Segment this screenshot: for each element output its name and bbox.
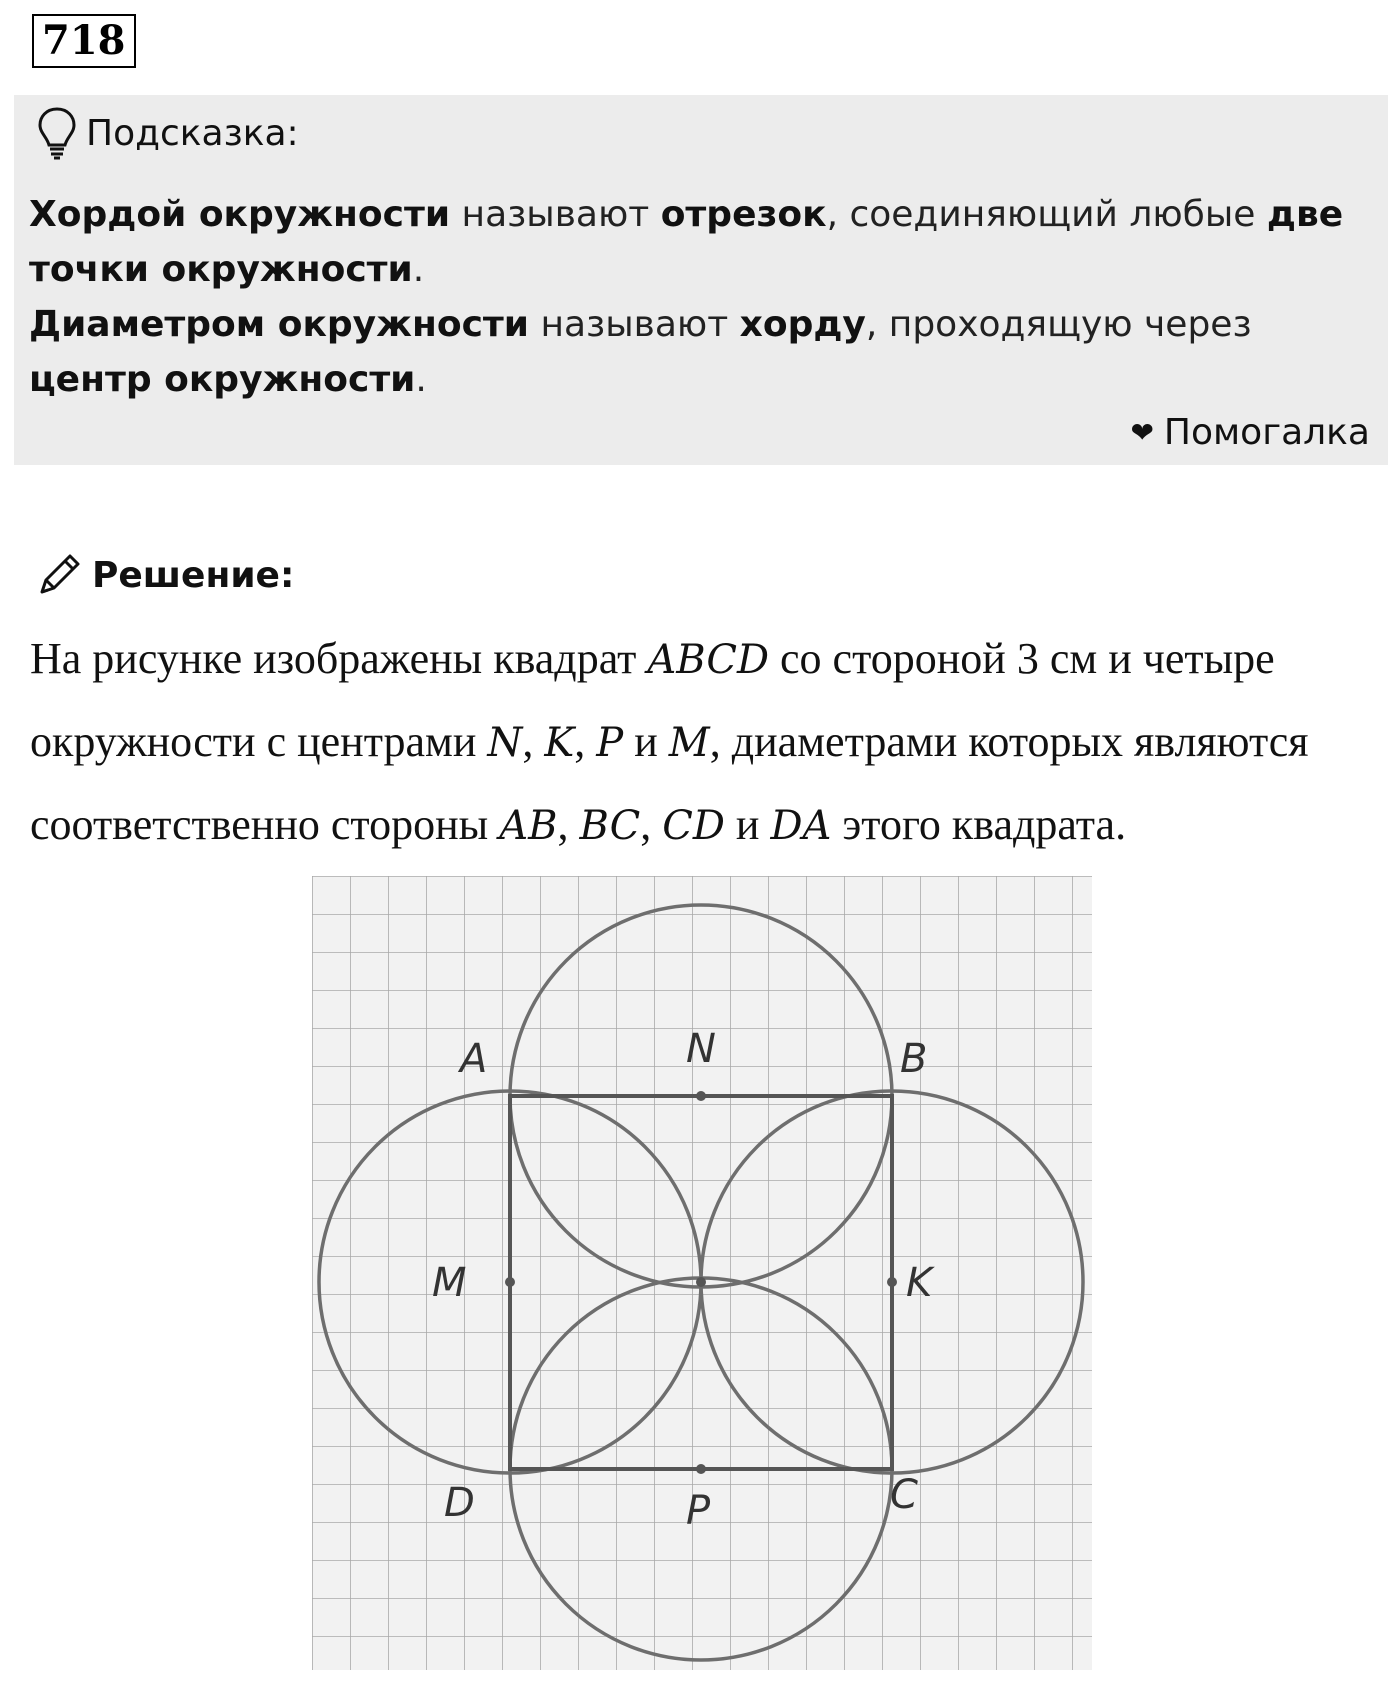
term-segment: отрезок (660, 194, 827, 235)
math-abcd: ABCD (647, 637, 770, 683)
solution-text-part: и (623, 717, 669, 766)
solution-header (34, 550, 294, 600)
label-a: A (460, 1036, 488, 1082)
lightbulb-icon (36, 105, 78, 161)
point-k (887, 1277, 897, 1287)
solution-text-part: На рисунке изображены квадрат (30, 634, 648, 683)
solution-text-part: , (574, 717, 597, 766)
figure-drawing (312, 876, 1092, 1670)
hint-title: Подсказка: (86, 112, 299, 154)
label-b: B (900, 1036, 928, 1082)
hint-text: , проходящую через (865, 304, 1252, 345)
term-chord-2: хорду (739, 304, 866, 345)
term-center: центр окружности (29, 359, 416, 400)
math-da: DA (770, 803, 832, 849)
hint-chord-definition (29, 187, 1369, 297)
label-n: N (686, 1026, 716, 1072)
solution-text-part: , диаметрами которых являются соответственно стороны (30, 717, 1309, 849)
hint-box (14, 95, 1388, 465)
math-k: K (544, 720, 575, 766)
solution-text (30, 618, 1380, 867)
solution-text-part: , (557, 800, 580, 849)
point-n (696, 1091, 706, 1101)
term-two-points: две точки окружности (29, 194, 1344, 290)
solution-text-part: , (522, 717, 545, 766)
label-p: P (686, 1488, 711, 1534)
math-m: M (668, 720, 710, 766)
hint-text: называют (450, 194, 661, 235)
point-p (696, 1464, 706, 1474)
hint-text: . (412, 249, 425, 290)
task-number: 718 (32, 14, 136, 68)
label-k: K (906, 1260, 933, 1306)
label-c: C (890, 1472, 918, 1518)
term-diameter: Диаметром окружности (29, 304, 530, 345)
credit (1130, 412, 1370, 453)
solution-text-part: со стороной 3 см и четыре окружности с центрами (30, 634, 1275, 766)
figure-svg (312, 876, 1092, 1670)
solution-text-part: и (724, 800, 771, 849)
point-m (505, 1277, 515, 1287)
hint-body (29, 187, 1369, 407)
label-d: D (444, 1480, 475, 1526)
heart-icon: ❤ (1130, 416, 1154, 449)
solution-text-part: этого квадрата. (831, 800, 1127, 849)
solution-title: Решение: (92, 554, 295, 596)
math-cd: CD (662, 803, 725, 849)
point-center (696, 1277, 706, 1287)
hint-text: , соединяющий любые (826, 194, 1267, 235)
hint-text: называют (529, 304, 740, 345)
math-bc: BC (579, 803, 641, 849)
label-m: M (432, 1260, 467, 1306)
math-ab: AB (499, 803, 558, 849)
pencil-icon (34, 550, 84, 600)
hint-text: . (415, 359, 427, 400)
math-p: P (596, 720, 624, 766)
hint-diameter-definition (29, 297, 1369, 407)
hint-header (36, 105, 299, 161)
solution-text-part: , (640, 800, 663, 849)
credit-label: Помогалка (1163, 412, 1370, 453)
math-n: N (487, 720, 523, 766)
term-chord: Хордой окружности (29, 194, 451, 235)
